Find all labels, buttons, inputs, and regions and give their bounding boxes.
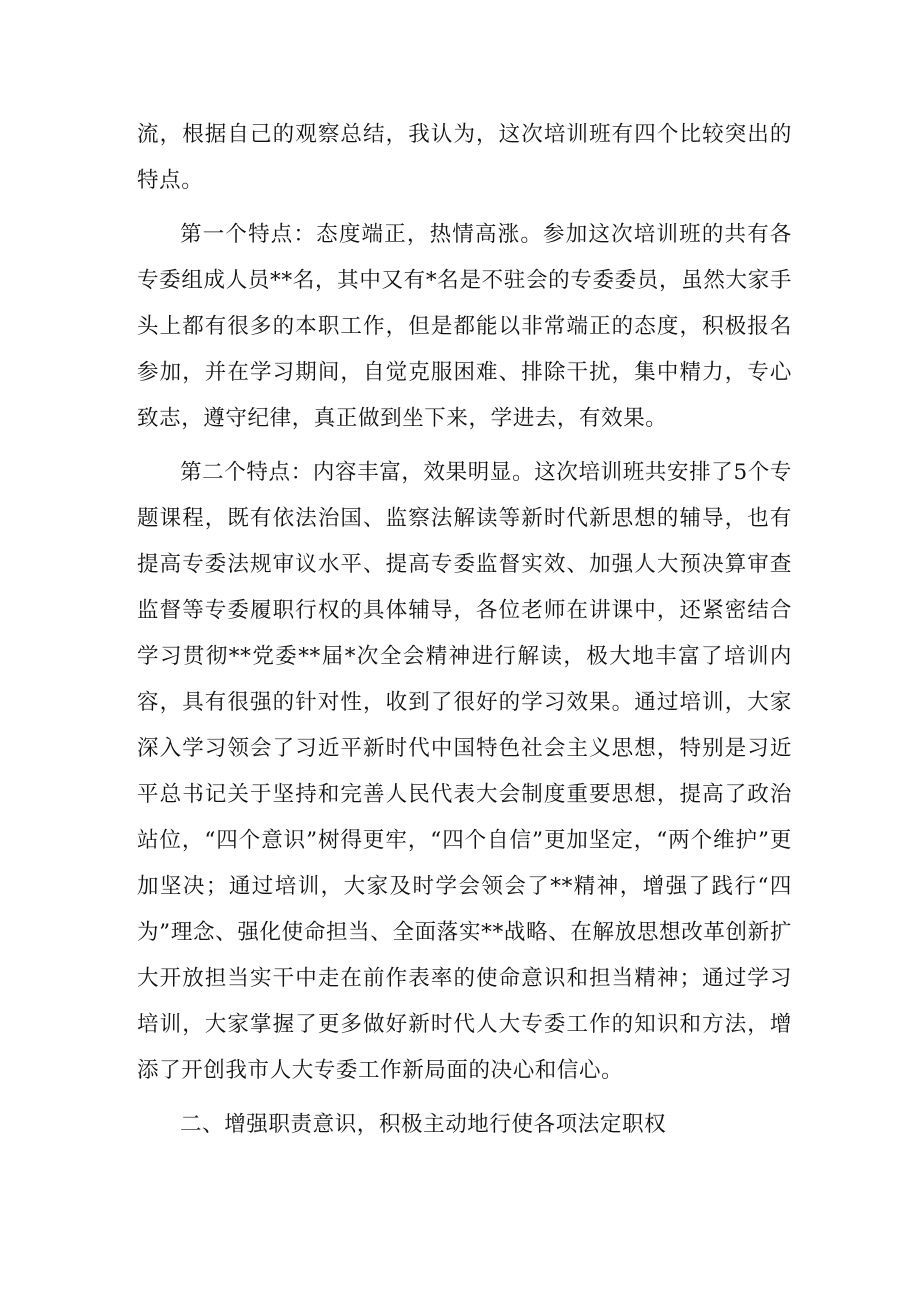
paragraph-continuation: 流，根据自己的观察总结，我认为，这次培训班有四个比较突出的特点。 <box>137 122 792 193</box>
paragraph-feature-one: 第一个特点：态度端正，热情高涨。参加这次培训班的共有各专委组成人员**名，其中又有*名是不驻会的专委委员，虽然大家手头上都有很多的本职工作，但是都能以非常端正的态度，积极报名参加，并在学习期间，自觉克服困难、排除干扰，集中精力，专心致志，遵守纪律，真正做到坐下来，学进去，有效果。 <box>137 222 792 431</box>
section-heading: 二、增强职责意识，积极主动地行使各项法定职权 <box>180 1112 667 1137</box>
paragraph-feature-two: 第二个特点：内容丰富，效果明显。这次培训班共安排了5个专题课程，既有依法治国、监察法解读等新时代新思想的辅导，也有提高专委法规审议水平、提高专委监督实效、加强人大预决算审查监督等专委履职行权的具体辅导，各位老师在讲课中，还紧密结合学习贯彻**党委**届*次全会精神进行解读，极大地丰富了培训内容，具有很强的针对性，收到了很好的学习效果。通过培训，大家深入学习领会了习近平新时代中国特色社会主义思想，特别是习近平总书记关于坚持和完善人民代表大会制度重要思想，提高了政治站位，“四个意识”树得更牢，“四个自信”更加坚定，“两个维护”更加坚决；通过培训，大家及时学会领会了**精神，增强了践行“四为”理念、强化使命担当、全面落实**战略、在解放思想改革创新扩大开放担当实干中走在前作表率的使命意识和担当精神；通过学习培训，大家掌握了更多做好新时代人大专委工作的知识和方法，增添了开创我市人大专委工作新局面的决心和信心。 <box>137 460 792 1083</box>
